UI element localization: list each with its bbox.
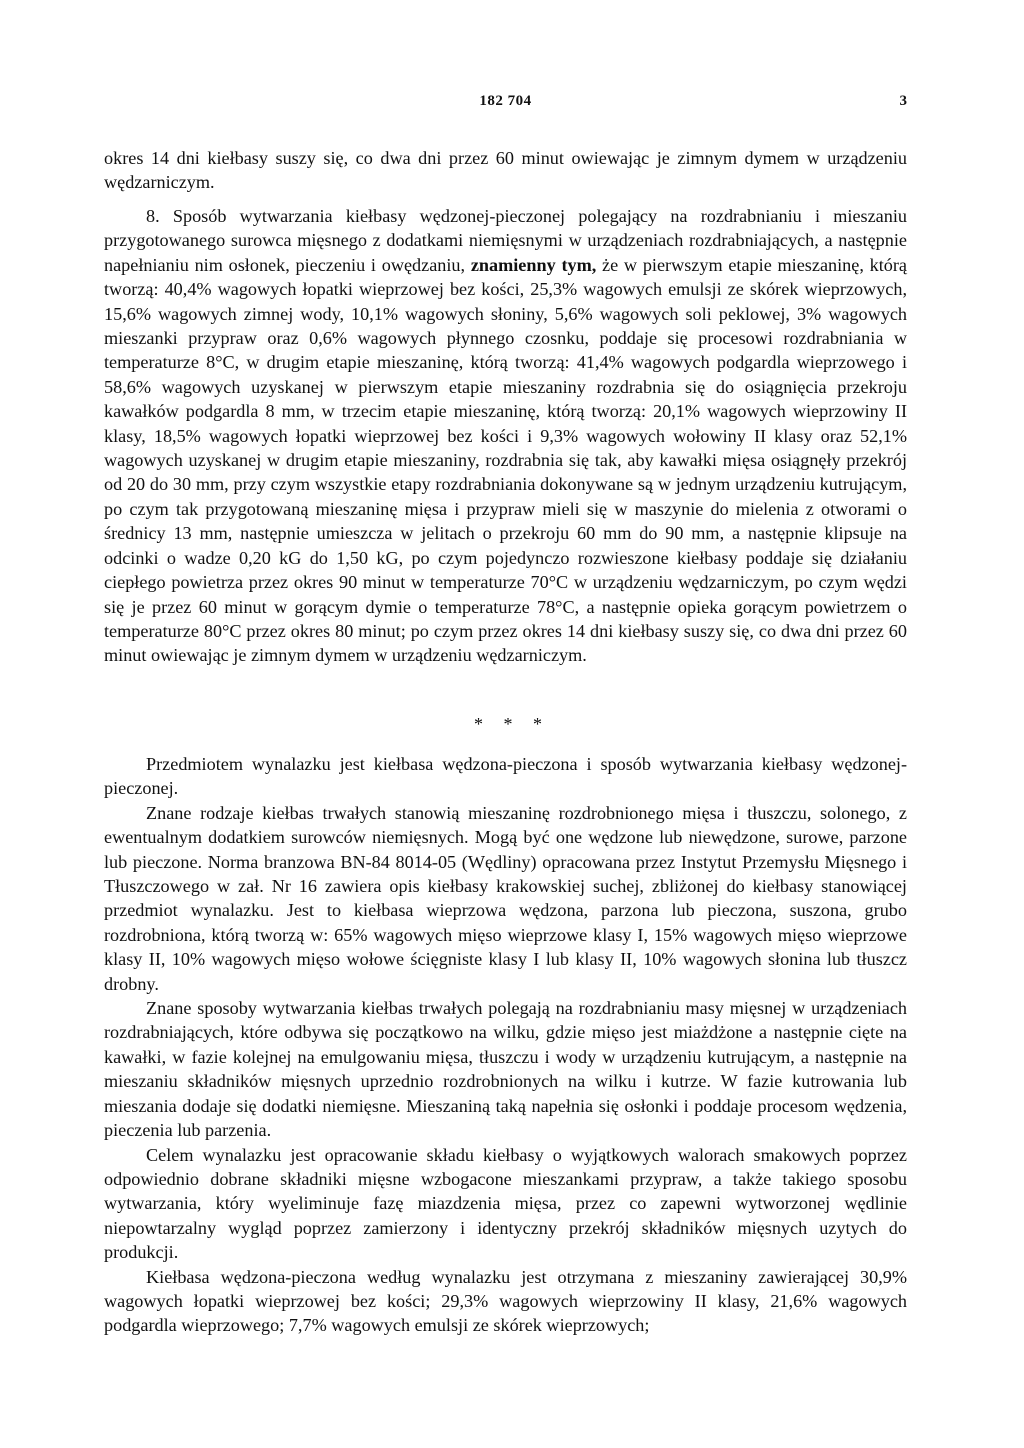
claim-8-paragraph [104,204,907,668]
description-paragraph: Znane sposoby wytwarzania kiełbas trwałych polegają na rozdrabnianiu masy mięsnej w urządzeniach rozdrabniających, które odbywa się początkowo na wilku, gdzie mięso jest miażdżone a następnie cięte na kawałki, w fazie kolejnej na emulgowaniu mięsa, tłuszczu i wody w urządzeniu kutrującym, a następnie na mieszaniu składników mięsnych uprzednio rozdrobnionych na wilku i kutrze. W fazie kutrowania lub mieszania dodaje się dodatki niemięsne. Mieszaniną taką napełnia się osłonki i poddaje procesom wędzenia, pieczenia lub parzenia. [104,998,907,1141]
claim-8-intro: 8. Sposób wytwarzania kiełbasy wędzonej-pieczonej polegający na rozdrabnianiu i mieszaniu przygotowanego surowca mięsnego z dodatkami niemięsnymi w urządzeniach rozdrabniających, a następnie napełnianiu nim osłonek, pieczeniu i owędzaniu, [104,206,907,275]
description-paragraph: Kiełbasa wędzona-pieczona według wynalazku jest otrzymana z mieszaniny zawierającej 30,9% wagowych łopatki wieprzowej bez kości; 29,3% wagowych wieprzowiny II klasy, 21,6% wagowych podgardla wieprzowego; 7,7% wagowych emulsji ze skórek wieprzowych; [104,1266,907,1336]
claim-8-body: że w pierwszym etapie mieszaninę, którą tworzą: 40,4% wagowych łopatki wieprzowej bez kości, 25,3% wagowych emulsji ze skórek wieprzowych, 15,6% wagowych zimnej wody, 10,1% wagowych słoniny, 5,6% wagowych soli peklowej, 3% wagowych mieszanki przypraw oraz 0,6% wagowych płynnego czosnku, poddaje się procesowi rozdrabniania w temperaturze 8°C, w drugim etapie mieszaninę, którą tworzą: 41,4% wagowych podgardla wieprzowego i 58,6% wagowych uzyskanej w pierwszym etapie mieszaniny rozdrabnia się do osiągnięcia przekroju kawałków podgardla 8 mm, w trzecim etapie mieszaninę, którą tworzą: 20,1% wagowych wieprzowiny II klasy, 18,5% wagowych łopatki wieprzowej bez kości i 9,3% wagowych wołowiny II klasy oraz 52,1% wagowych uzyskanej w drugim etapie mieszaniny, rozdrabnia się tak, aby kawałki mięsa osiągnęły przekrój od 20 do 30 mm, przy czym wszystkie etapy rozdrabniania dokonywane są w jednym urządzeniu kutrującym, po czym tak przygotowaną mieszaninę mięsa i przypraw mieli się w maszynie do mielenia z otworami o średnicy 13 mm, następnie umieszcza w jelitach o przekroju 60 mm do 90 mm, a następnie klipsuje na odcinki o wadze 0,20 kG do 1,50 kG, po czym pojedynczo rozwieszone kiełbasy poddaje się działaniu ciepłego powietrza przez okres 90 minut w temperaturze 70°C w urządzeniu wędzarniczym, po czym wędzi się je przez 60 minut w gorącym dymie o temperaturze 78°C, a następnie opieka gorącym powietrzem o temperaturze 80°C przez okres 80 minut; po czym przez okres 14 dni kiełbasy suszy się, co dwa dni przez 60 minut owiewając je zimnym dymem w urządzeniu wędzarniczym. [104,254,907,666]
section-separator: * * * [474,714,550,734]
page-number: 3 [899,93,907,109]
claim-7-text: okres 14 dni kiełbasy suszy się, co dwa dni przez 60 minut owiewając je zimnym dymem w urządzeniu wędzarniczym. [104,148,907,193]
claim-7-tail [104,146,907,195]
page-header [104,93,907,115]
claim-8 [104,204,907,668]
claim-8-characterizing-phrase: znamienny tym, [470,254,597,275]
description-paragraph: Celem wynalazku jest opracowanie składu kiełbasy o wyjątkowych walorach smakowych poprzez odpowiednio dobrane składniki mięsne wzbogacone mieszankami przypraw, a także takiego sposobu wytwarzania, który wyeliminuje fazę miazdzenia mięsa, przez co zapewni wytworzonej wędlinie niepowtarzalny wygląd poprzez zamierzony i identyczny przekrój składników mięsnych uzytych do produkcji. [104,1144,907,1263]
description-paragraph: Przedmiotem wynalazku jest kiełbasa wędzona-pieczona i sposób wytwarzania kiełbasy wędzonej-pieczonej. [104,754,907,799]
description [104,752,907,1338]
patent-number: 182 704 [479,93,532,109]
description-paragraph: Znane rodzaje kiełbas trwałych stanowią mieszaninę rozdrobnionego mięsa i tłuszczu, solonego, z ewentualnym dodatkiem surowców niemięsnych. Mogą być one wędzone lub niewędzone, surowe, parzone lub pieczone. Norma branzowa BN-84 8014-05 (Wędliny) opracowana przez Instytut Przemysłu Mięsnego i Tłuszczowego w zał. Nr 16 zawiera opis kiełbasy krakowskiej suchej, zbliżonej do kiełbasy stanowiącej przedmiot wynalazku. Jest to kiełbasa wieprzowa wędzona, parzona lub pieczona, suszona, grubo rozdrobniona, którą tworzą w: 65% wagowych mięso wieprzowe klasy I, 15% wagowych mięso wieprzowe klasy II, 10% wagowych mięso wołowe ścięgniste klasy I lub klasy II, 10% wagowych słonina lub tłuszcz drobny. [104,802,907,994]
